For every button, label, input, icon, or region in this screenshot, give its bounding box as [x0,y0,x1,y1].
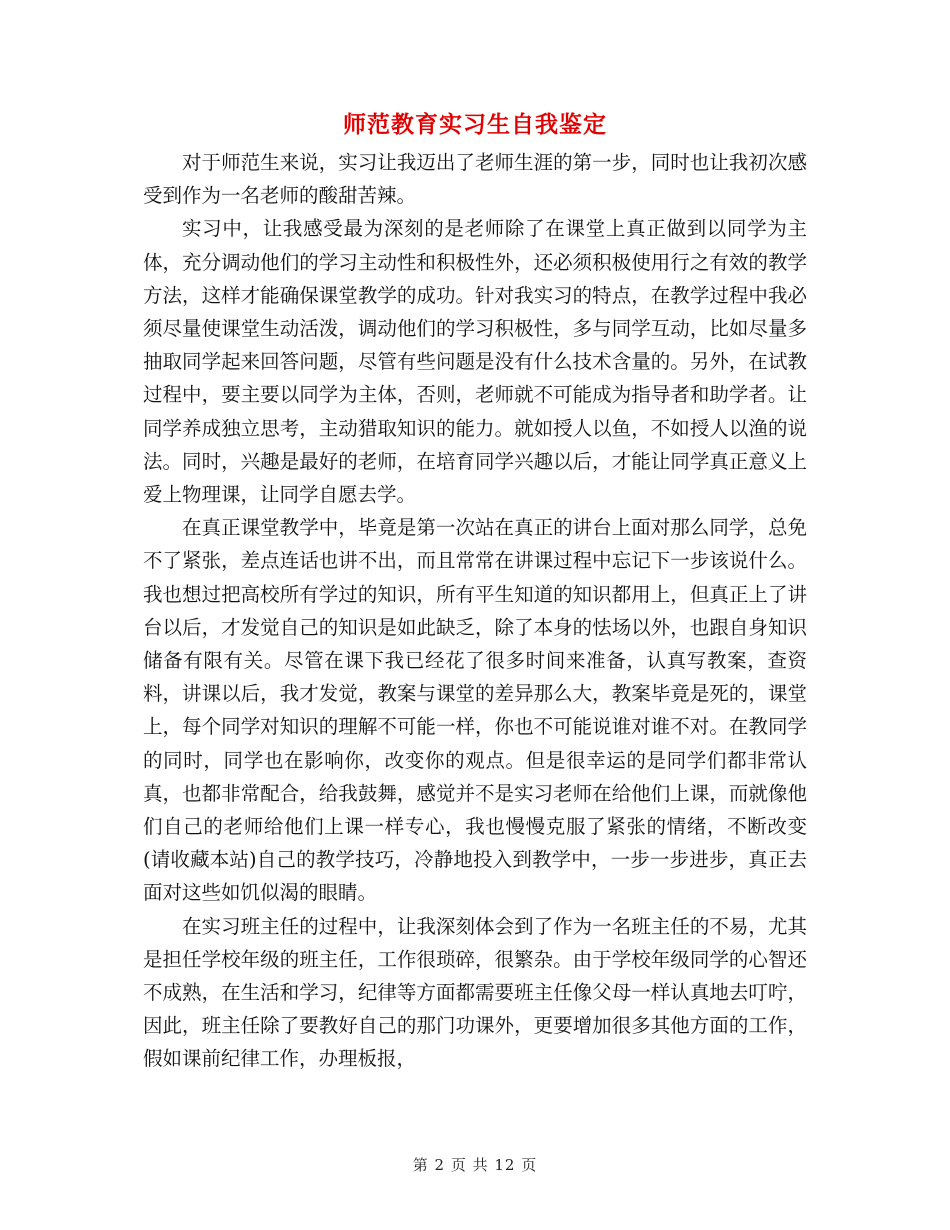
paragraph-1: 对于师范生来说，实习让我迈出了老师生涯的第一步，同时也让我初次感受到作为一名老师的酸甜苦辣。 [143,151,807,208]
paragraph-4: 在实习班主任的过程中，让我深刻体会到了作为一名班主任的不易，尤其是担任学校年级的班主任，工作很琐碎，很繁杂。由于学校年级同学的心智还不成熟，在生活和学习，纪律等方面都需要班主任像父母一样认真地去叮咛，因此，班主任除了要教好自己的那门功课外，更要增加很多其他方面的工作，假如课前纪律工作，办理板报， [143,914,807,1071]
paragraph-3: 在真正课堂教学中，毕竟是第一次站在真正的讲台上面对那么同学，总免不了紧张，差点连话也讲不出，而且常常在讲课过程中忘记下一步该说什么。我也想过把高校所有学过的知识，所有平生知道的知识都用上，但真正上了讲台以后，才发觉自己的知识是如此缺乏，除了本身的怯场以外，也跟自身知识储备有限有关。尽管在课下我已经花了很多时间来准备，认真写教案，查资料，讲课以后，我才发觉，教案与课堂的差异那么大，教案毕竟是死的，课堂上，每个同学对知识的理解不可能一样，你也不可能说谁对谁不对。在教同学的同时，同学也在影响你，改变你的观点。但是很幸运的是同学们都非常认真，也都非常配合，给我鼓舞，感觉并不是实习老师在给他们上课，而就像他们自己的老师给他们上课一样专心，我也慢慢克服了紧张的情绪，不断改变(请收藏本站)自己的教学技巧，冷静地投入到教学中，一步一步进步，真正去面对这些如饥似渴的眼睛。 [143,516,807,905]
page-footer: 第 2 页 共 12 页 [412,1156,538,1174]
document-page [143,110,807,1076]
paragraph-2: 实习中，让我感受最为深刻的是老师除了在课堂上真正做到以同学为主体，充分调动他们的学习主动性和积极性外，还必须积极使用行之有效的教学方法，这样才能确保课堂教学的成功。针对我实习的特点，在教学过程中我必须尽量使课堂生动活泼，调动他们的学习积极性，多与同学互动，比如尽量多抽取同学起来回答问题，尽管有些问题是没有什么技术含量的。另外，在试教过程中，要主要以同学为主体，否则，老师就不可能成为指导者和助学者。让同学养成独立思考，主动猎取知识的能力。就如授人以鱼，不如授人以渔的说法。同时，兴趣是最好的老师，在培育同学兴趣以后，才能让同学真正意义上爱上物理课，让同学自愿去学。 [143,217,807,507]
document-title: 师范教育实习生自我鉴定 [343,111,607,138]
